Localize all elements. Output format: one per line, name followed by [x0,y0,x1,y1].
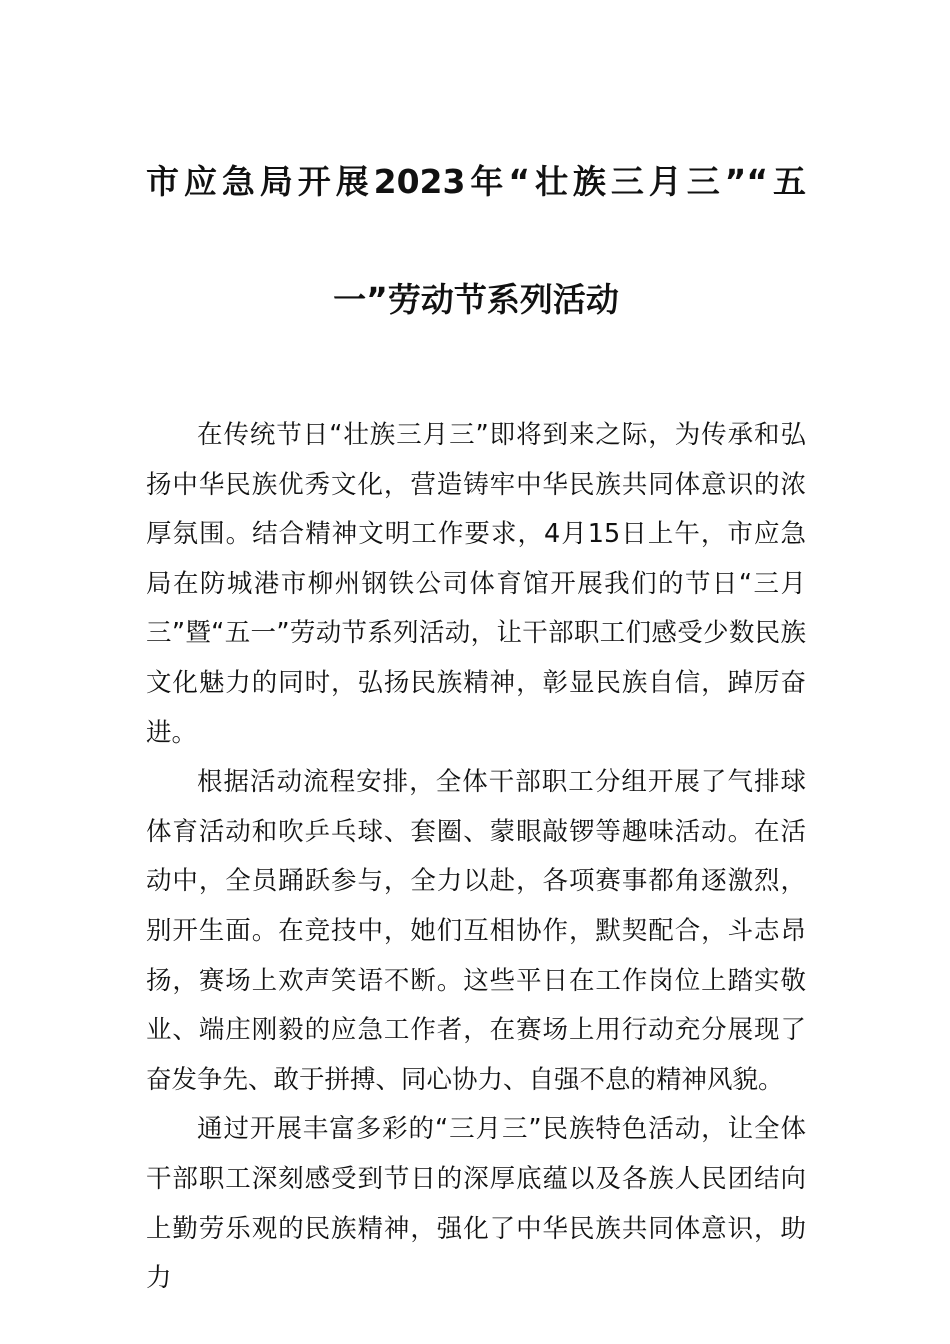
document-title-line-2: 一”劳动节系列活动 [333,280,619,319]
document-body [146,411,806,1304]
paragraph-3: 通过开展丰富多彩的“三月三”民族特色活动，让全体干部职工深刻感受到节日的深厚底蕴以及各族人民团结向上勤劳乐观的民族精神，强化了中华民族共同体意识，助力 [146,1114,806,1294]
paragraph-1: 在传统节日“壮族三月三”即将到来之际，为传承和弘扬中华民族优秀文化，营造铸牢中华民族共同体意识的浓厚氛围。结合精神文明工作要求，4月15日上午，市应急局在防城港市柳州钢铁公司体育馆开展我们的节日“三月三”暨“五一”劳动节系列活动，让干部职工们感受少数民族文化魅力的同时，弘扬民族精神，彰显民族自信，踔厉奋进。 [146,420,806,748]
paragraph-2: 根据活动流程安排，全体干部职工分组开展了气排球体育活动和吹乒乓球、套圈、蒙眼敲锣等趣味活动。在活动中，全员踊跃参与，全力以赴，各项赛事都角逐激烈，别开生面。在竞技中，她们互相协作，默契配合，斗志昂扬，赛场上欢声笑语不断。这些平日在工作岗位上踏实敬业、端庄刚毅的应急工作者，在赛场上用行动充分展现了奋发争先、敢于拼搏、同心协力、自强不息的精神风貌。 [146,767,806,1095]
document-title-line-1: 市应急局开展2023年“壮族三月三”“五 [146,162,806,201]
